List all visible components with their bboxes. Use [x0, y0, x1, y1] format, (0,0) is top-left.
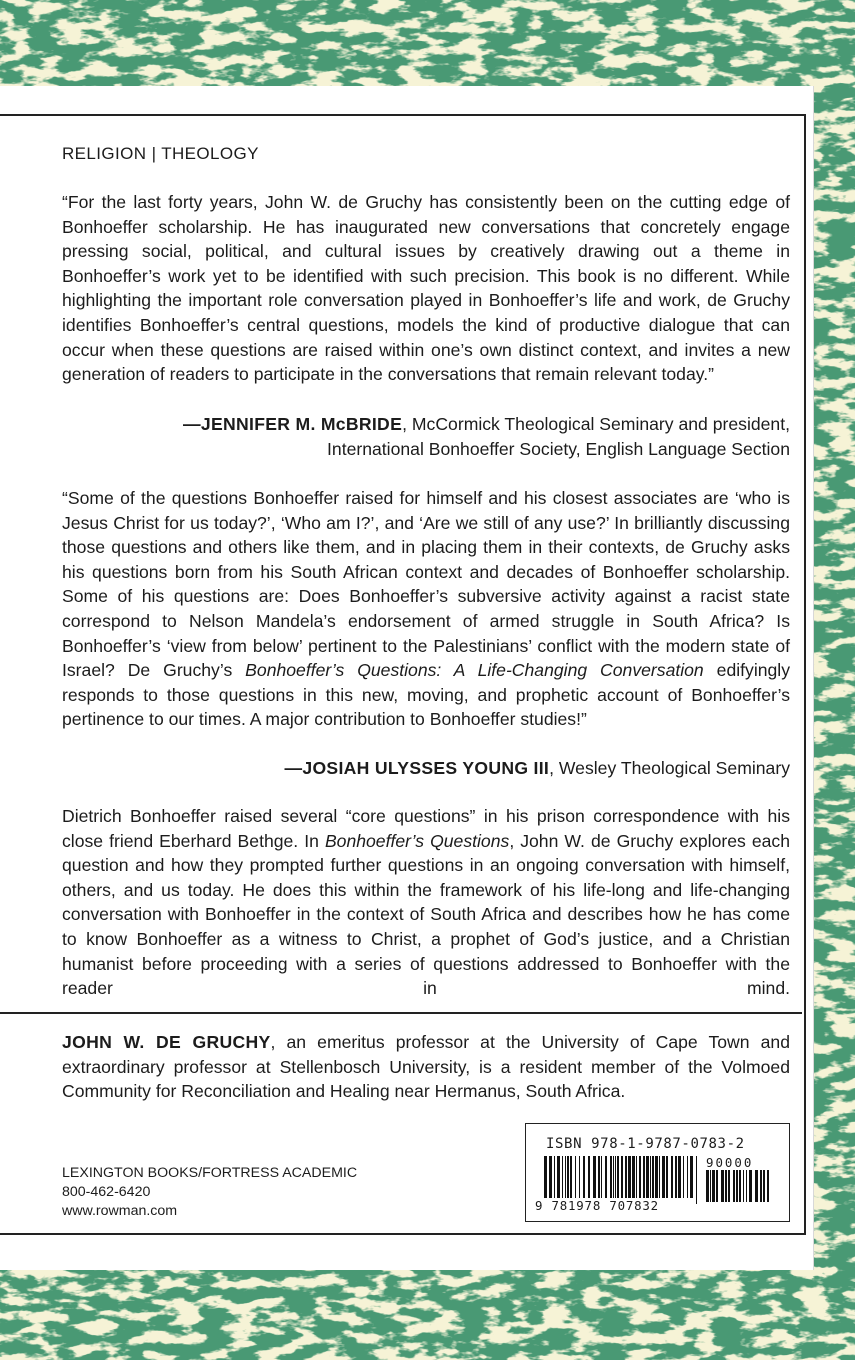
quote-2-text-b: edifyingly responds to those questions in this new, moving, and prophetic account of Bonhoeffer’s pertinence to our times. A major contribution to Bonhoeffer studies!” [62, 660, 791, 730]
barcode-bar [613, 1156, 614, 1198]
category-label: RELIGION | THEOLOGY [62, 144, 259, 163]
author-bio-text: , an emeritus professor at the University of Cape Town and extraordinary professor at Stellenbosch University, is a resident member of the Volmoed Community for Reconciliation and Healing near Hermanus, South Africa. [62, 1032, 790, 1102]
barcode-bar [739, 1170, 741, 1202]
barcode-bar [736, 1170, 738, 1202]
barcode-bar [570, 1156, 572, 1198]
barcode-bar [617, 1156, 619, 1198]
barcode-bar [554, 1156, 555, 1198]
barcode-bar [746, 1170, 747, 1202]
endorsement-quote-2 [62, 486, 790, 732]
publisher-info [62, 1164, 357, 1221]
endorser-affiliation-1: , McCormick Theological Seminary and president, [402, 414, 790, 434]
barcode-bar [575, 1156, 576, 1198]
barcode-bar [628, 1156, 631, 1198]
publisher-website: www.rowman.com [62, 1203, 178, 1219]
endorser-name-1: —JENNIFER M. McBRIDE [183, 414, 403, 434]
barcode-bar [598, 1156, 600, 1198]
barcode-bar [643, 1156, 645, 1198]
endorser-affiliation-1b: International Bonhoeffer Society, English Language Section [327, 438, 790, 459]
barcode-bar [712, 1170, 715, 1202]
endorser-affiliation-2: , Wesley Theological Seminary [549, 758, 790, 778]
addon-digits: 90000 [706, 1155, 754, 1170]
barcode-bar [690, 1156, 693, 1198]
barcode-bar [605, 1156, 607, 1198]
barcode-bar [615, 1156, 616, 1198]
author-bio [62, 1030, 790, 1104]
barcode-bar [639, 1156, 641, 1198]
barcode-bar [579, 1156, 580, 1198]
barcode-bar [687, 1156, 688, 1198]
addon-barcode-bars [706, 1170, 776, 1210]
endorsement-attribution-1 [183, 412, 790, 461]
description-text-b: , John W. de Gruchy explores each question and how they prompted further questions in an ongoing conversation with himself, others, and us today. He does this within the framework of his life-long and life-changing conversation with Bonhoeffer in the context of South Africa and describes how he has come to know Bonhoeffer as a witness to Christ, a prophet of God’s justice, and a Christian humanist before proceeding with a series of questions addressed to Bonhoeffer with the reader in mind. [62, 830, 790, 999]
barcode-bar [601, 1156, 602, 1198]
barcode-bar [583, 1156, 585, 1198]
barcode-bar [662, 1156, 665, 1198]
barcode-bar [683, 1156, 684, 1198]
barcode-bar [652, 1156, 654, 1198]
barcode-bar [755, 1170, 758, 1202]
ean-digits: 9 781978 707832 [535, 1198, 659, 1213]
barcode-bar [749, 1170, 752, 1202]
barcode-bar [549, 1156, 552, 1204]
barcode-bar [593, 1156, 596, 1198]
isbn-label: ISBN 978-1-9787-0783-2 [546, 1136, 745, 1152]
barcode-bar [610, 1156, 612, 1198]
barcode-bar [733, 1170, 735, 1202]
barcode-bar [706, 1170, 709, 1202]
barcode-bar [666, 1156, 668, 1198]
section-divider [0, 1012, 802, 1014]
barcode-bar [671, 1156, 673, 1198]
endorser-name-2: —JOSIAH ULYSSES YOUNG III [284, 758, 550, 778]
quote-2-text-a: “Some of the questions Bonhoeffer raised for himself and his closest associates are ‘who is Jesus Christ for us today?’, ‘Who am I?’, and ‘Are we still of any use?’ In brilliantly discussing those questions and others like them, and in placing them in their contexts, de Gruchy asks his questions born from his South African context and decades of Bonhoeffer scholarship. Some of his questions are: Does Bonhoeffer’s subversive activity against a racist state correspond to Nelson Mandela’s endorsement of armed struggle in South Africa? Is Bonhoeffer’s ‘view from below’ pertinent to the Palestinians’ conflict with the modern state of Israel? De Gruchy’s [62, 488, 790, 681]
barcode-bar [675, 1156, 677, 1198]
barcode-bar [696, 1156, 697, 1204]
barcode-bar [760, 1170, 762, 1202]
publisher-phone: 800-462-6420 [62, 1184, 151, 1200]
barcode-bar [767, 1170, 769, 1202]
author-name: JOHN W. DE GRUCHY [62, 1032, 271, 1052]
barcode-bar [763, 1170, 765, 1202]
publisher-name: LEXINGTON BOOKS/FORTRESS ACADEMIC [62, 1165, 358, 1181]
barcode-bar [567, 1156, 569, 1198]
barcode-bar [557, 1156, 560, 1198]
barcode-bar [725, 1170, 727, 1202]
barcode-bar [659, 1156, 660, 1198]
barcode-bar [588, 1156, 590, 1198]
quote-2-book-title: Bonhoeffer’s Questions: A Life-Changing Conversation [245, 660, 704, 681]
description-book-title: Bonhoeffer’s Questions [324, 830, 510, 851]
barcode-bar [710, 1170, 711, 1202]
book-description [62, 804, 790, 1001]
description-text-a: Dietrich Bonhoeffer raised several “core questions” in his prison correspondence with his close friend Eberhard Bethge. In [62, 806, 790, 851]
barcode-bar [743, 1170, 744, 1202]
isbn-barcode [525, 1123, 790, 1222]
barcode-bar [544, 1156, 547, 1204]
endorsement-attribution-2 [284, 756, 790, 781]
barcode-bar [728, 1170, 730, 1202]
barcode-bar [678, 1156, 681, 1198]
endorsement-quote-1: “For the last forty years, John W. de Gruchy has consistently been on the cutting edge of Bonhoeffer scholarship. He has inaugurated new conversations that concretely engage pressing social, political, and cultural issues by creatively drawing out a theme in Bonhoeffer’s work yet to be identified with such precision. This book is no different. While highlighting the important role conversation played in Bonhoeffer’s life and work, de Gruchy identifies Bonhoeffer’s central questions, models the kind of productive dialogue that can occur when these questions are raised within one’s own distinct context, and invites a new generation of readers to participate in the conversations that remain relevant today.” [62, 192, 790, 385]
barcode-bar [625, 1156, 627, 1198]
barcode-bar [716, 1170, 718, 1202]
barcode-bar [655, 1156, 658, 1198]
barcode-bar [636, 1156, 637, 1198]
barcode-bar [650, 1156, 651, 1198]
barcode-bar [721, 1170, 724, 1202]
barcode-bar [562, 1156, 563, 1198]
barcode-bar [632, 1156, 635, 1198]
barcode-bar [565, 1156, 566, 1198]
barcode-bar [646, 1156, 649, 1198]
barcode-bar [621, 1156, 623, 1204]
